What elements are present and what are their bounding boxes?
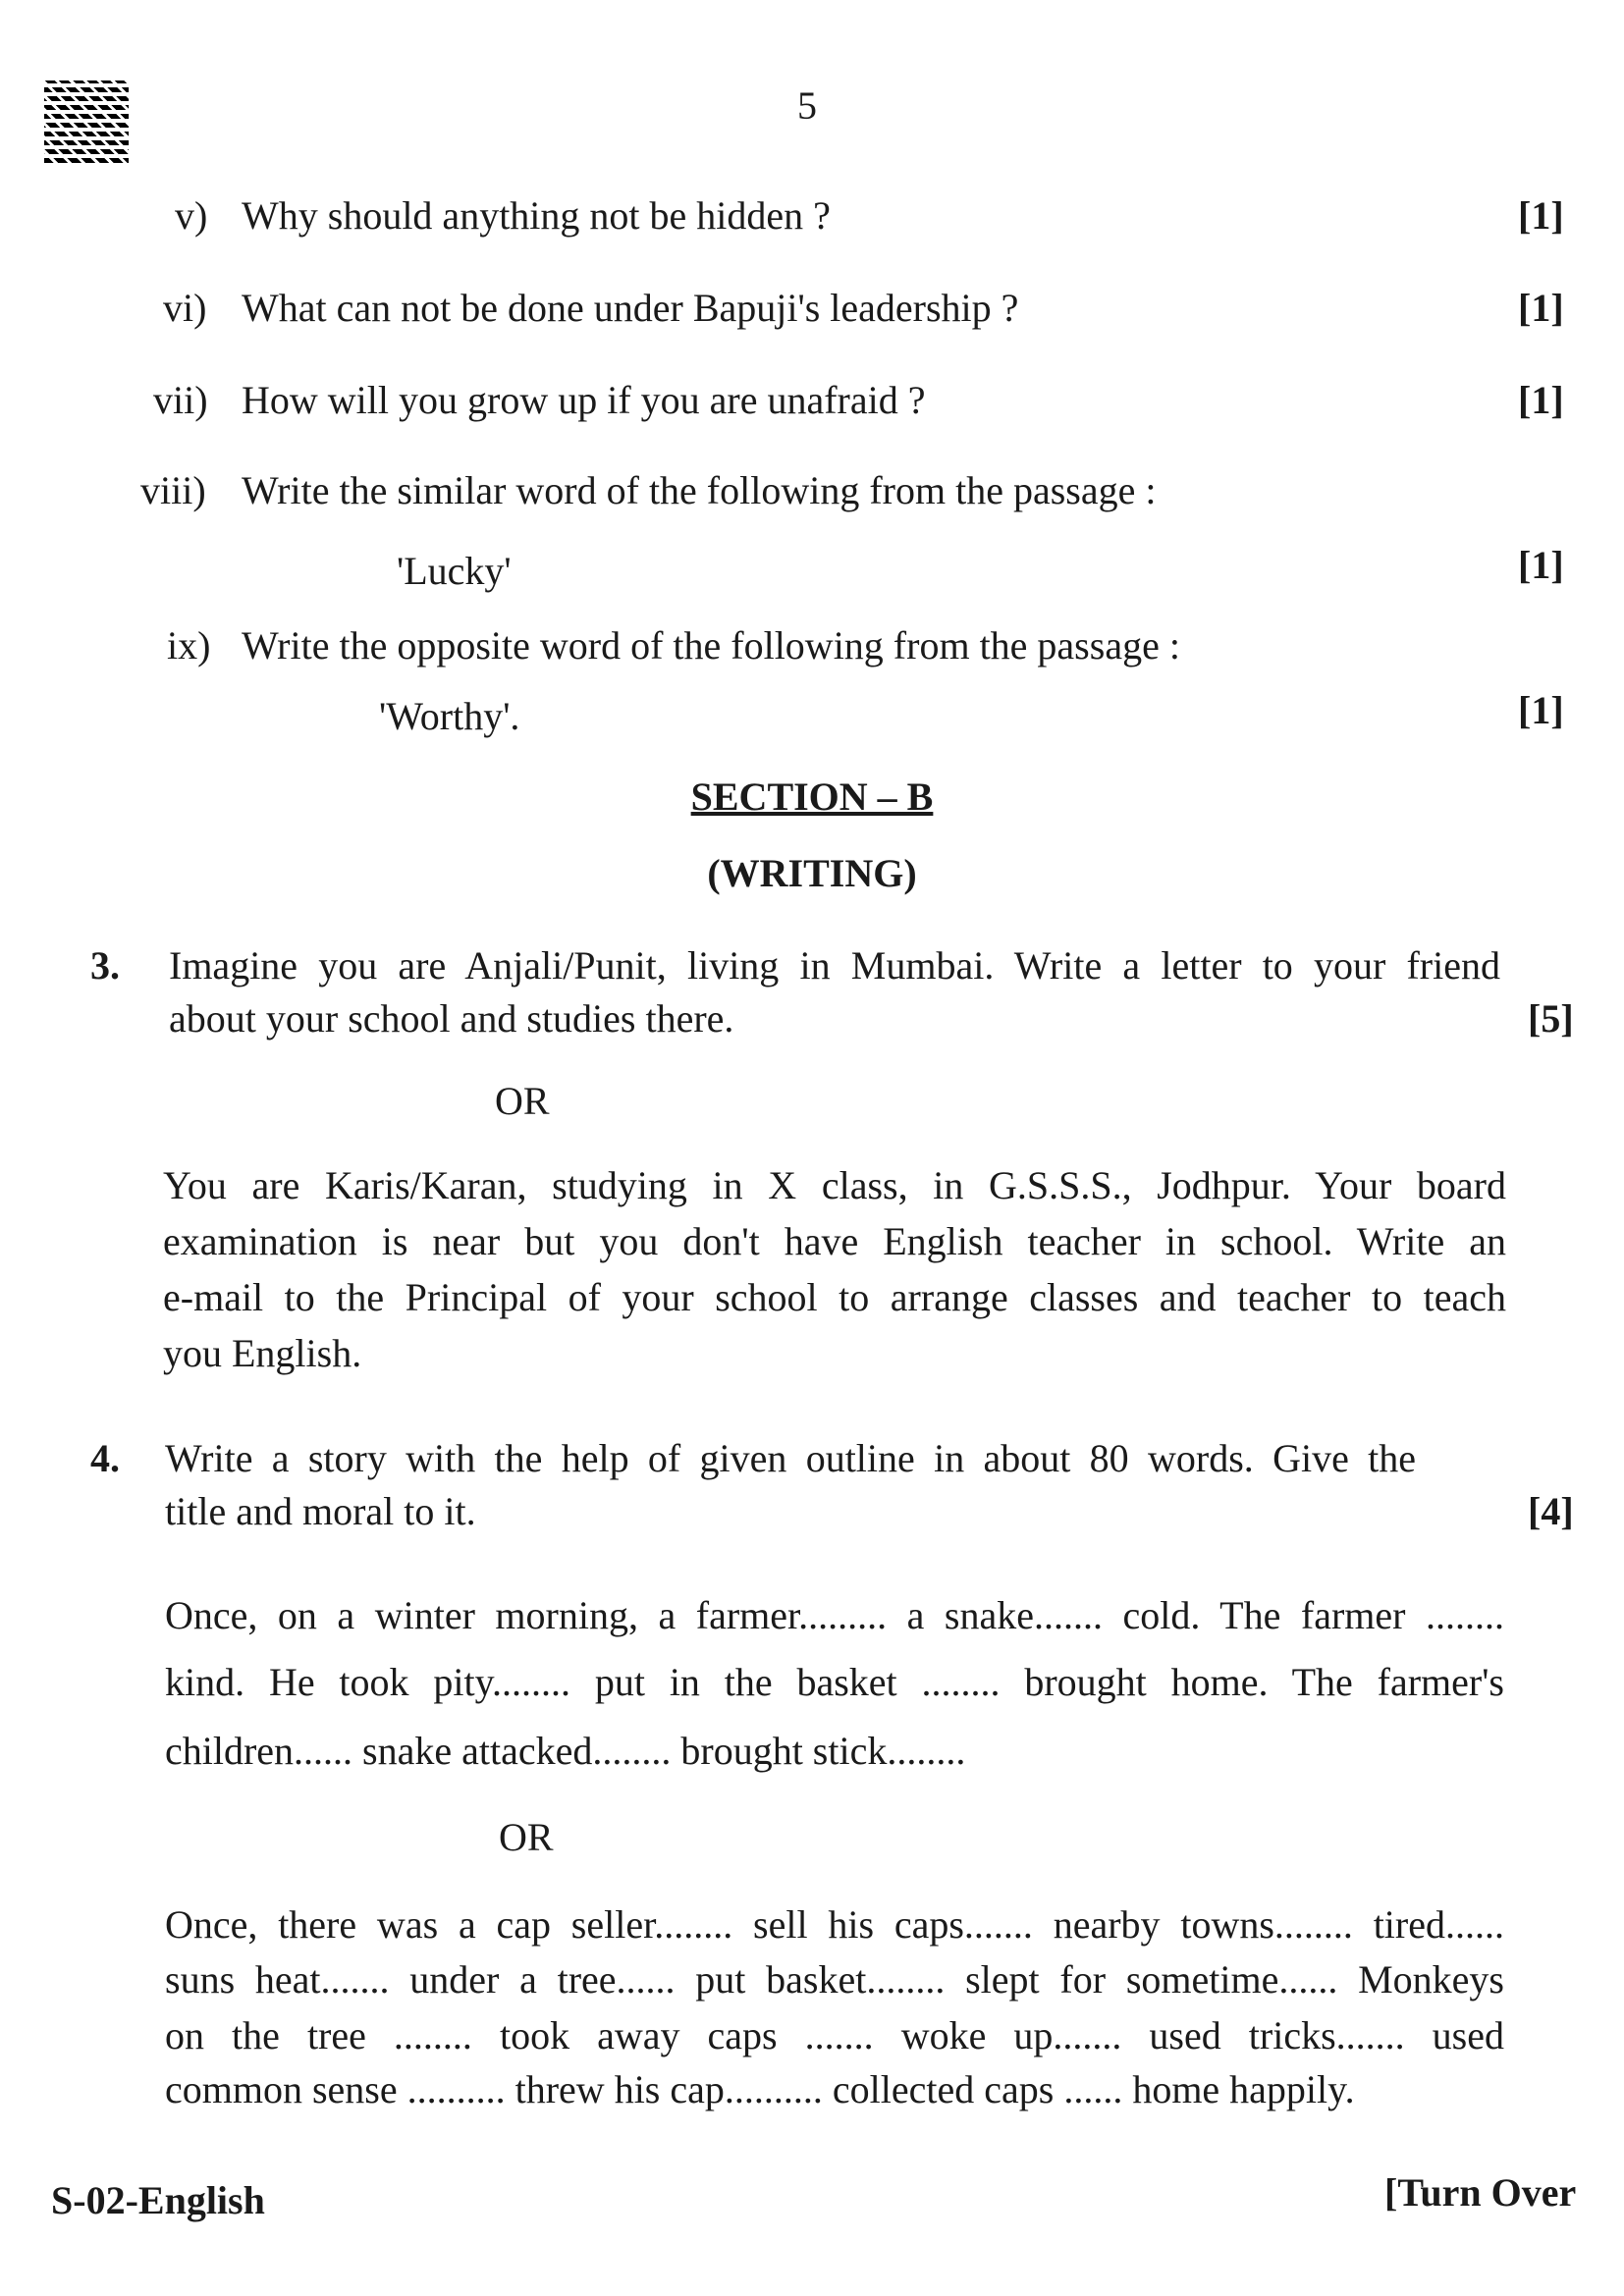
question-text: Write the similar word of the following from the passage : (242, 468, 1157, 512)
question-word: 'Worthy'. (379, 694, 520, 738)
question-number: vi) (163, 286, 207, 330)
paper-code: S-02-English (51, 2178, 265, 2222)
outline-line: kind. He took pity........ put in the basket ........ brought home. The farmer's (165, 1660, 1504, 1704)
question-marks: [1] (1518, 543, 1564, 587)
section-title: SECTION – B (690, 774, 934, 819)
question-text-line: Imagine you are Anjali/Punit, living in Mumbai. Write a letter to your friend (169, 943, 1500, 988)
outline-line: suns heat....... under a tree...... put basket........ slept for sometime...... Monkeys (165, 1957, 1504, 2002)
question-text: Write the opposite word of the following from the passage : (242, 623, 1180, 667)
question-text-line: you English. (163, 1331, 362, 1375)
or-label: OR (499, 1815, 554, 1859)
question-marks: [5] (1528, 996, 1574, 1041)
question-number: viii) (140, 468, 206, 512)
qr-code (44, 80, 129, 163)
question-text: What can not be done under Bapuji's leadership ? (242, 286, 1019, 330)
turn-over: [Turn Over (1384, 2170, 1577, 2215)
outline-line: on the tree ........ took away caps ....... woke up....... used tricks....... used (165, 2013, 1504, 2057)
outline-line: children...... snake attacked........ brought stick........ (165, 1729, 966, 1773)
question-number: v) (175, 193, 208, 238)
question-marks: [1] (1518, 286, 1564, 330)
question-text-line: about your school and studies there. (169, 996, 734, 1041)
outline-line: common sense .......... threw his cap.......... collected caps ...... home happily. (165, 2067, 1355, 2111)
question-number: vii) (153, 378, 208, 422)
question-number: 4. (90, 1436, 120, 1480)
question-text-line: You are Karis/Karan, studying in X class, in G.S.S.S., Jodhpur. Your board (163, 1163, 1506, 1207)
question-number: ix) (167, 623, 211, 667)
question-marks: [1] (1518, 378, 1564, 422)
question-number: 3. (90, 943, 120, 988)
page-number: 5 (797, 83, 817, 128)
question-text-line: examination is near but you don't have English teacher in school. Write an (163, 1219, 1506, 1263)
or-label: OR (495, 1079, 550, 1123)
question-text: Why should anything not be hidden ? (242, 193, 831, 238)
question-marks: [4] (1528, 1489, 1574, 1533)
question-text: How will you grow up if you are unafraid ? (242, 378, 926, 422)
outline-line: Once, there was a cap seller........ sell his caps....... nearby towns........ tired...... (165, 1902, 1504, 1947)
section-subtitle: (WRITING) (707, 851, 917, 895)
question-text-line: Write a story with the help of given outline in about 80 words. Give the (165, 1436, 1416, 1480)
question-text-line: e-mail to the Principal of your school to arrange classes and teacher to teach (163, 1275, 1506, 1319)
outline-line: Once, on a winter morning, a farmer......... a snake....... cold. The farmer ........ (165, 1593, 1504, 1637)
question-word: 'Lucky' (397, 549, 512, 593)
question-marks: [1] (1518, 688, 1564, 732)
question-text-line: title and moral to it. (165, 1489, 476, 1533)
question-marks: [1] (1518, 193, 1564, 238)
